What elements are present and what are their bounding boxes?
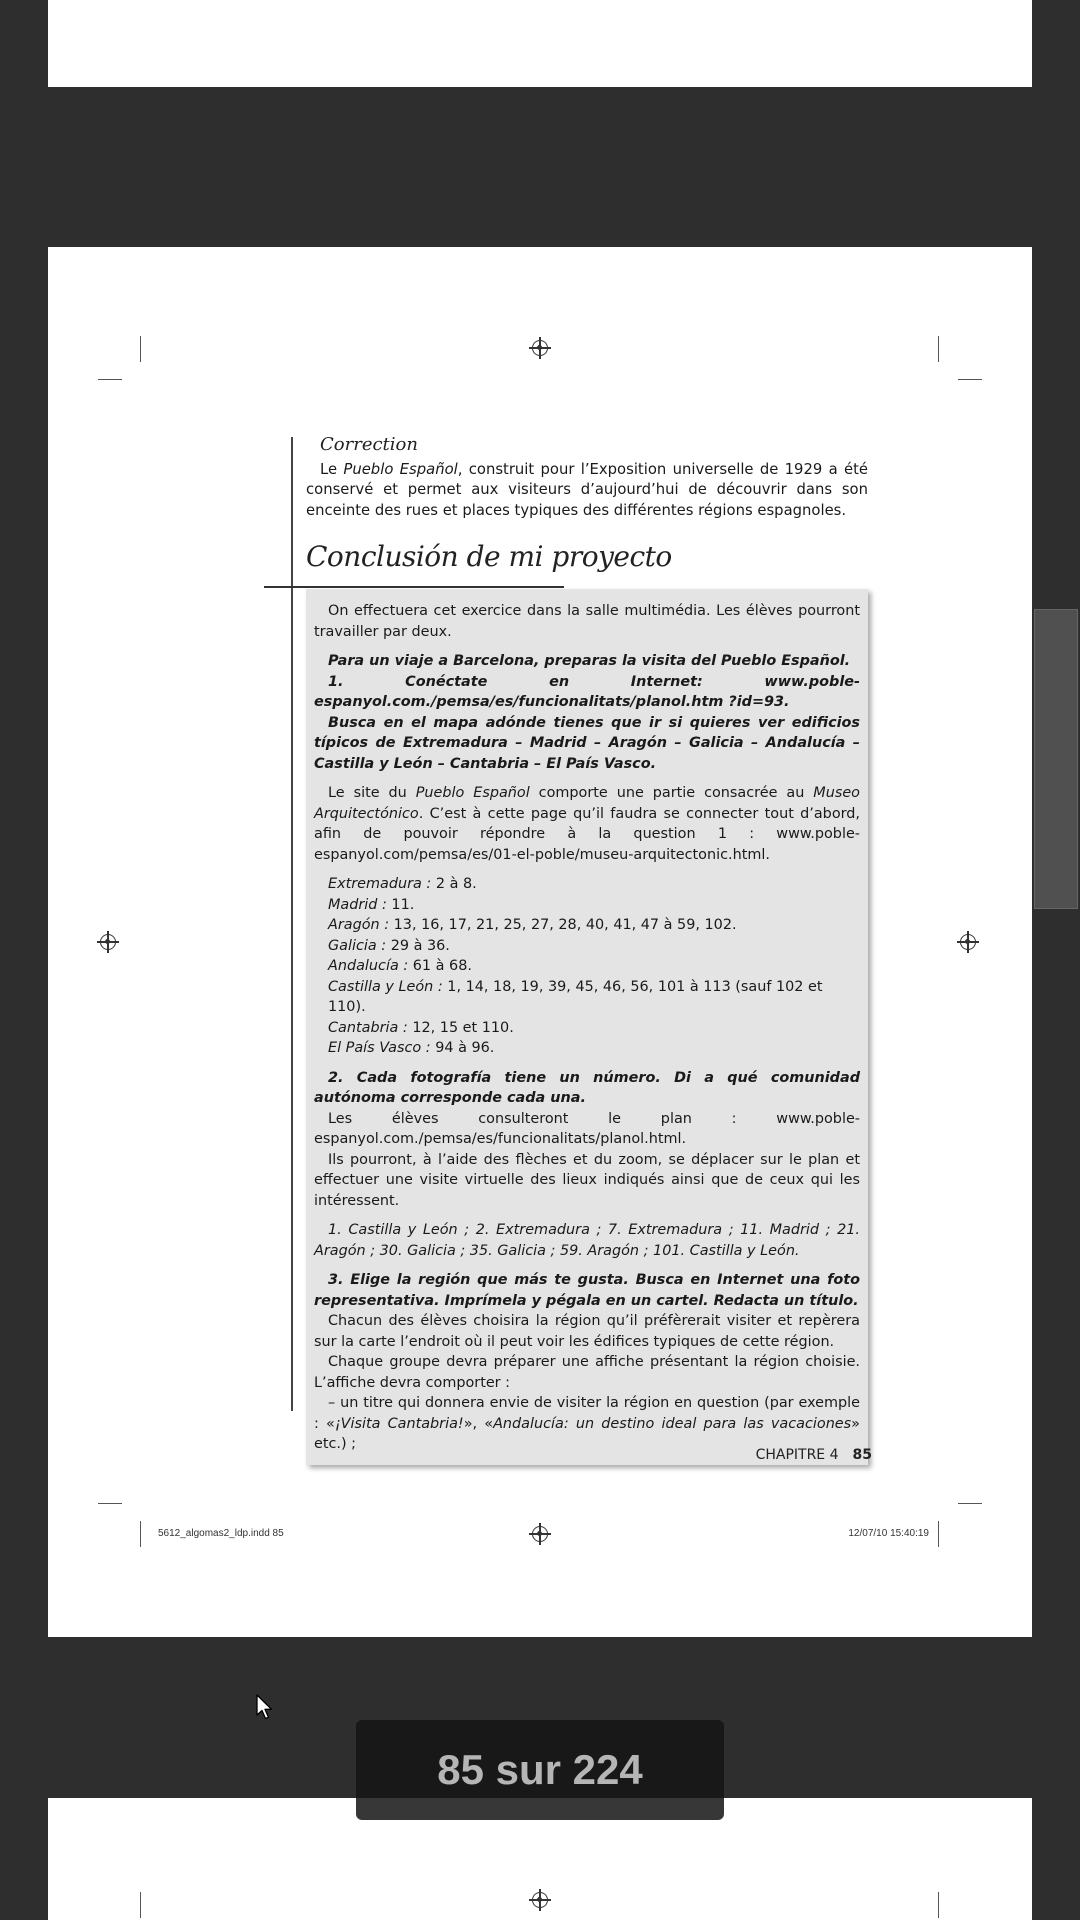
registration-mark-icon [532,1892,548,1908]
chapter-footer [756,1447,872,1463]
chapter-label: CHAPITRE 4 [755,1447,839,1463]
current-page [48,247,1032,1637]
question-1: 1. Conéctate en Internet: www.poble-espanyol.com./pemsa/es/funcionalitats/planol.htm ?id=93. [314,673,860,710]
question-3-paragraph-1: Chacun des élèves choisira la région qu’il préfèrerait visiter et repèrera sur la carte l’endroit où il peut voir les édifices typiques de cette région. [314,1313,860,1350]
crop-mark [958,1503,982,1504]
list-item: Extremadura : 2 à 8. [328,876,477,892]
page-number: 85 [852,1447,872,1463]
question-3-paragraph-2: Chaque groupe devra préparer une affiche présentant la région choisie. L’affiche devra comporter : [314,1354,860,1391]
list-item: Cantabria : 12, 15 et 110. [328,1019,514,1036]
correction-label: Correction [320,434,418,455]
crop-mark [938,1892,939,1918]
list-item: Madrid : 11. [328,896,415,913]
registration-mark-icon [532,340,548,356]
crop-mark [98,379,122,380]
slug-date: 12/07/10 15:40:19 [848,1528,929,1539]
list-item: Aragón : 13, 16, 17, 21, 25, 27, 28, 40, 41, 47 à 59, 102. [328,917,737,933]
question-3-paragraph-3: – un titre qui donnera envie de visiter la région en question (par exemple : «¡Visita Cantabria!», «Andalucía: un destino ideal para las vacaciones» etc.) ; [314,1395,860,1452]
list-item: Galicia : 29 à 36. [328,937,450,954]
question-2-paragraph-1: Les élèves consulteront le plan : www.poble-espanyol.com./pemsa/es/funcionalitats/planol.html. [314,1110,860,1147]
answers-paragraph: 1. Castilla y León ; 2. Extremadura ; 7. Extremadura ; 11. Madrid ; 21. Aragón ; 30. Galicia ; 35. Galicia ; 59. Aragón ; 101. Castilla y León. [314,1222,860,1259]
registration-mark-icon [100,934,116,950]
registration-mark-icon [532,1526,548,1542]
scrollbar-thumb[interactable] [1034,609,1078,909]
page-counter: 85 sur 224 [356,1720,724,1820]
crop-mark [938,1521,939,1547]
crop-mark [938,336,939,362]
crop-mark [98,1503,122,1504]
list-item: Castilla y León : 1, 14, 18, 19, 39, 45, 46, 56, 101 à 113 (sauf 102 et 110). [328,978,823,1015]
conclusion-box [306,589,868,1465]
conclusion-heading-block [306,540,868,589]
list-item: El País Vasco : 94 à 96. [328,1040,495,1056]
page-content [306,435,868,1465]
question-2-paragraph-2: Ils pourront, à l’aide des flèches et du zoom, se déplacer sur le plan et effectuer une visite virtuelle des lieux indiqués ainsi que de ceux qui les intéressent. [314,1151,860,1209]
list-item: Andalucía : 61 à 68. [328,958,472,974]
conclusion-heading: Conclusión de mi proyecto [306,540,672,573]
site-paragraph: Le site du Pueblo Español comporte une partie consacrée au Museo Arquitectónico. C’est à cette page qu’il faudra se connecter tout d’abord, afin de pouvoir répondre à la question 1 : www.poble-espanyol.com/pemsa/es/01-el-poble/museu-arquitectonic.html. [314,785,860,863]
heading-underline [264,586,564,588]
question-1-detail: Busca en el mapa adónde tienes que ir si quieres ver edificios típicos de Extremadura – Madrid – Aragón – Galicia – Andalucía – Castilla y León – Cantabria – El País Vasco. [314,714,860,772]
intro-paragraph: On effectuera cet exercice dans la salle multimédia. Les élèves pourront travailler par deux. [314,603,860,640]
question-2: 2. Cada fotografía tiene un número. Di a qué comunidad autónoma corresponde cada una. [314,1069,860,1106]
registration-mark-icon [960,934,976,950]
mouse-cursor-icon [256,1694,276,1722]
slug-file: 5612_algomas2_ldp.indd 85 [158,1528,284,1539]
correction-paragraph: Le Pueblo Español, construit pour l’Exposition universelle de 1929 a été conservé et permet aux visiteurs d’aujourd’hui de découvrir dans son enceinte des rues et places typiques des différentes régions espagnoles. [306,460,868,519]
crop-mark [140,336,141,362]
previous-page [48,0,1032,87]
crop-mark [140,1521,141,1547]
region-list [314,874,860,1059]
question-1-lead: Para un viaje a Barcelona, preparas la visita del Pueblo Español. [328,653,851,669]
margin-rule [291,437,293,1411]
question-3: 3. Elige la región que más te gusta. Busca en Internet una foto representativa. Imprímela y pégala en un cartel. Redacta un título. [314,1272,860,1309]
crop-mark [958,379,982,380]
crop-mark [140,1892,141,1918]
